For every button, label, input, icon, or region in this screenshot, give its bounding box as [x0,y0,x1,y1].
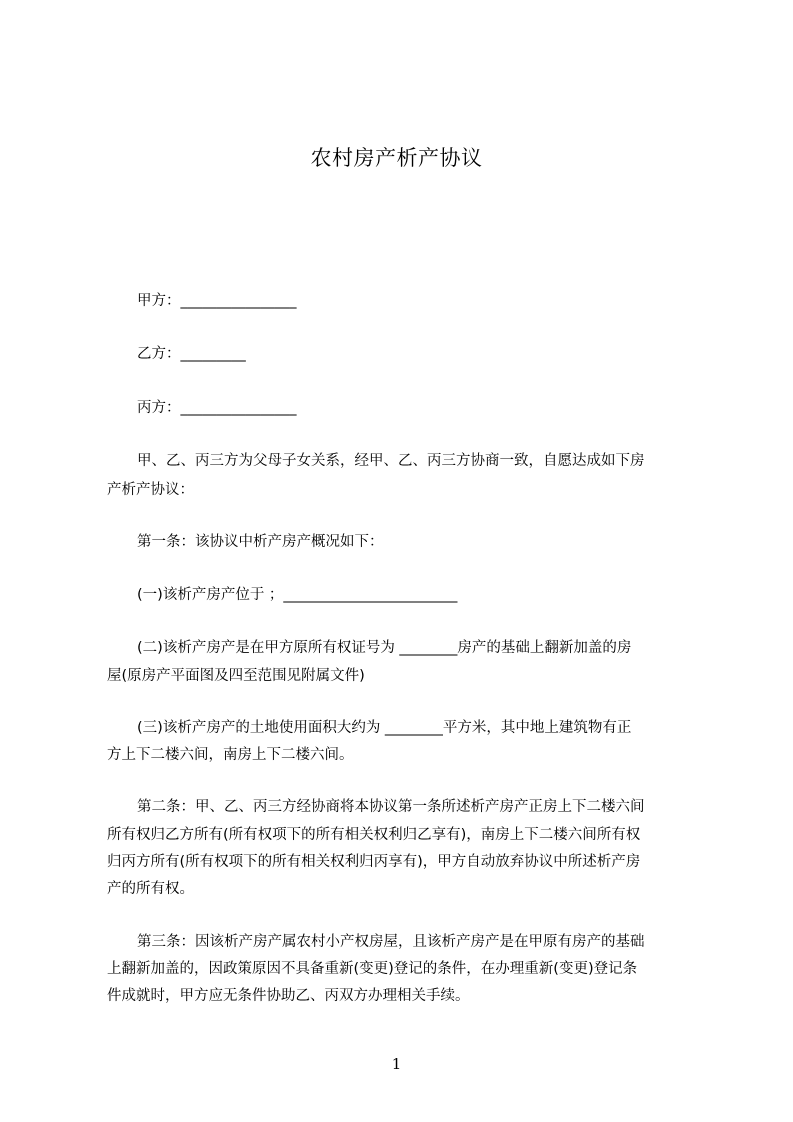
page-number: 1 [391,1055,402,1073]
party-a-line: 甲方：________________ [137,293,297,309]
document-title: 农村房产析产协议 [310,146,483,170]
intro-paragraph-line-2: 产析产协议： [107,482,194,498]
article-3-line-3: 件成就时，甲方应无条件协助乙、丙双方办理相关手续。 [107,988,470,1004]
article-3-line-1: 第三条：因该析产房产属农村小产权房屋，且该析产房产是在甲原有房产的基础 [137,934,645,950]
article-1-item-3-line-1: (三)该析产房产的土地使用面积大约为 ________平方米，其中地上建筑物有正 [137,720,632,736]
party-c-line: 丙方：________________ [137,400,297,416]
article-1-item-2-line-1: (二)该析产房产是在甲方原所有权证号为 ________房产的基础上翻新加盖的房 [137,640,632,656]
article-3-line-2: 上翻新加盖的，因政策原因不具备重新(变更)登记的条件，在办理重新(变更)登记条 [107,961,638,977]
article-2-line-4: 产的所有权。 [107,881,194,897]
article-1-item-3-line-2: 方上下二楼六间，南房上下二楼六间。 [107,747,354,763]
article-1-item-2-line-2: 屋(原房产平面图及四至范围见附属文件) [107,668,365,684]
party-b-line: 乙方：_________ [137,346,246,362]
article-2-line-1: 第二条：甲、乙、丙三方经协商将本协议第一条所述析产房产正房上下二楼六间 [137,799,645,815]
intro-paragraph-line-1: 甲、乙、丙三方为父母子女关系，经甲、乙、丙三方协商一致，自愿达成如下房 [137,453,645,469]
article-1-heading: 第一条：该协议中析产房产概况如下： [137,534,384,550]
article-2-line-3: 归丙方所有(所有权项下的所有相关权利归丙享有)，甲方自动放弃协议中所述析产房 [107,854,641,870]
article-1-item-1: (一)该析产房产位于 ；________________________ [137,587,458,603]
article-2-line-2: 所有权归乙方所有(所有权项下的所有相关权利归乙享有)，南房上下二楼六间所有权 [107,827,641,843]
